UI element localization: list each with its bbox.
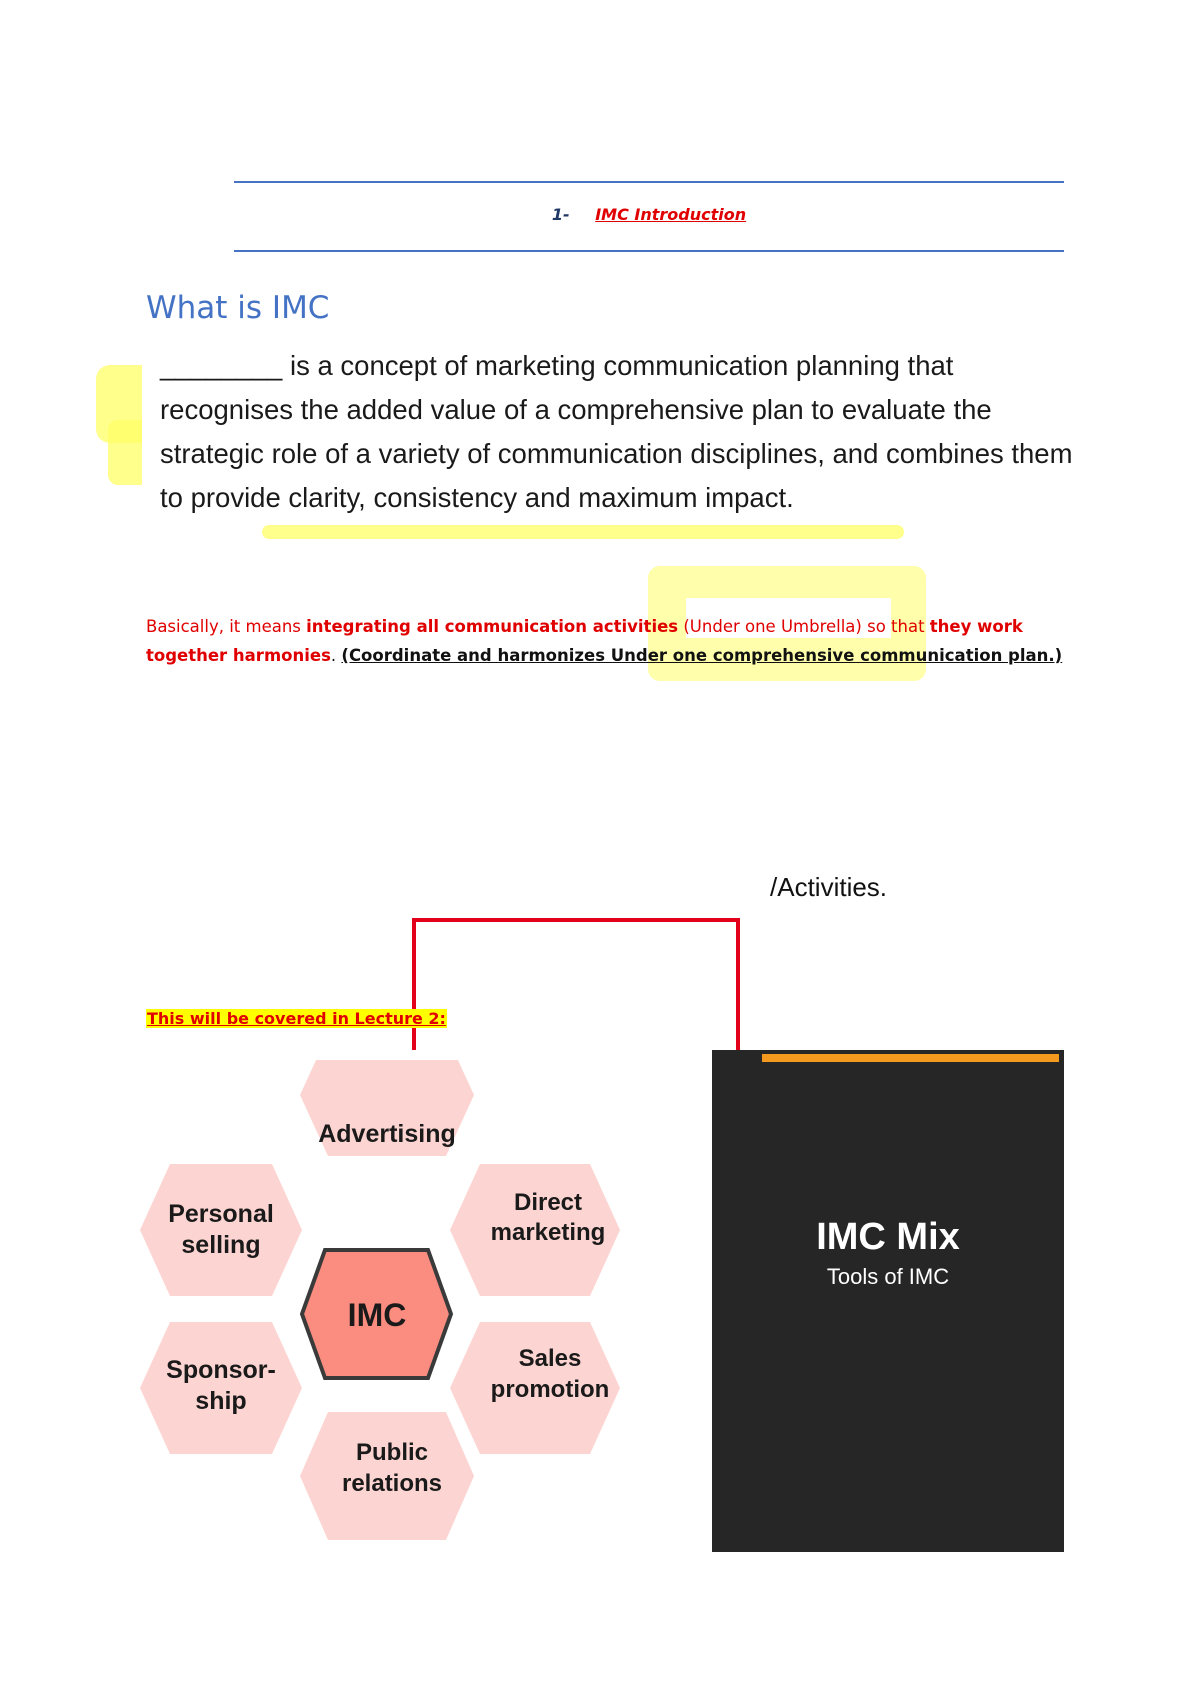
imc-definition: ________ is a concept of marketing communication planning that recognises the added value of a comprehensive plan to evaluate the strategic role of a variety of communication disciplines, and combines them to provide clarity, consistency and maximum impact.: [160, 350, 1073, 513]
explanation-part-2: integrating all communication activities: [306, 617, 679, 636]
hex-personal-label-1: Personal: [168, 1200, 274, 1228]
section-heading: [234, 205, 1064, 224]
hex-sponsor-label-2: ship: [195, 1387, 247, 1415]
top-rule: [234, 181, 1064, 183]
hex-imc-label: IMC: [347, 1297, 407, 1333]
explanation-part-3: (Under one Umbrella) so that: [678, 617, 930, 636]
card-accent-bar: [762, 1054, 1059, 1062]
explanation-part-1: Basically, it means: [146, 617, 307, 636]
hex-personal-selling: [140, 1164, 302, 1296]
connector-vertical-right: [736, 918, 740, 1050]
hex-personal-label-2: selling: [181, 1231, 261, 1259]
explanation-part-4: they work together harmonies: [146, 617, 1023, 665]
highlight-underline: [262, 525, 904, 539]
hex-advertising-label: Advertising: [318, 1120, 456, 1148]
connector-horizontal: [412, 918, 740, 922]
card-title: IMC Mix: [816, 1216, 960, 1258]
bottom-rule: [234, 250, 1064, 252]
imc-mix-card: [712, 1050, 1064, 1552]
highlight-mark-left-bottom: [108, 420, 142, 485]
hex-direct-label-2: marketing: [490, 1219, 606, 1246]
heading-title[interactable]: IMC Introduction: [595, 205, 747, 224]
activities-label: /Activities.: [770, 872, 888, 902]
hex-direct-label-1: Direct: [513, 1189, 583, 1216]
explanation-part-5: .: [330, 646, 342, 665]
hex-sales-label-1: Sales: [518, 1345, 582, 1372]
hex-public-label-2: relations: [341, 1470, 443, 1497]
hex-sales-label-2: promotion: [490, 1376, 610, 1403]
lecture-note: This will be covered in Lecture 2:: [147, 1009, 446, 1028]
imc-hexagon-diagram: [140, 1060, 660, 1560]
connector-vertical-left: [412, 918, 416, 1050]
what-is-imc-title: What is IMC: [146, 290, 330, 326]
card-subtitle: Tools of IMC: [826, 1264, 950, 1289]
explanation-part-6: (Coordinate and harmonizes Under one comprehensive communication plan.): [341, 646, 1063, 665]
hex-public-label-1: Public: [355, 1439, 429, 1466]
hex-sponsor-label-1: Sponsor-: [166, 1356, 276, 1384]
imc-explanation: [146, 612, 1076, 670]
heading-number: 1-: [551, 205, 570, 224]
